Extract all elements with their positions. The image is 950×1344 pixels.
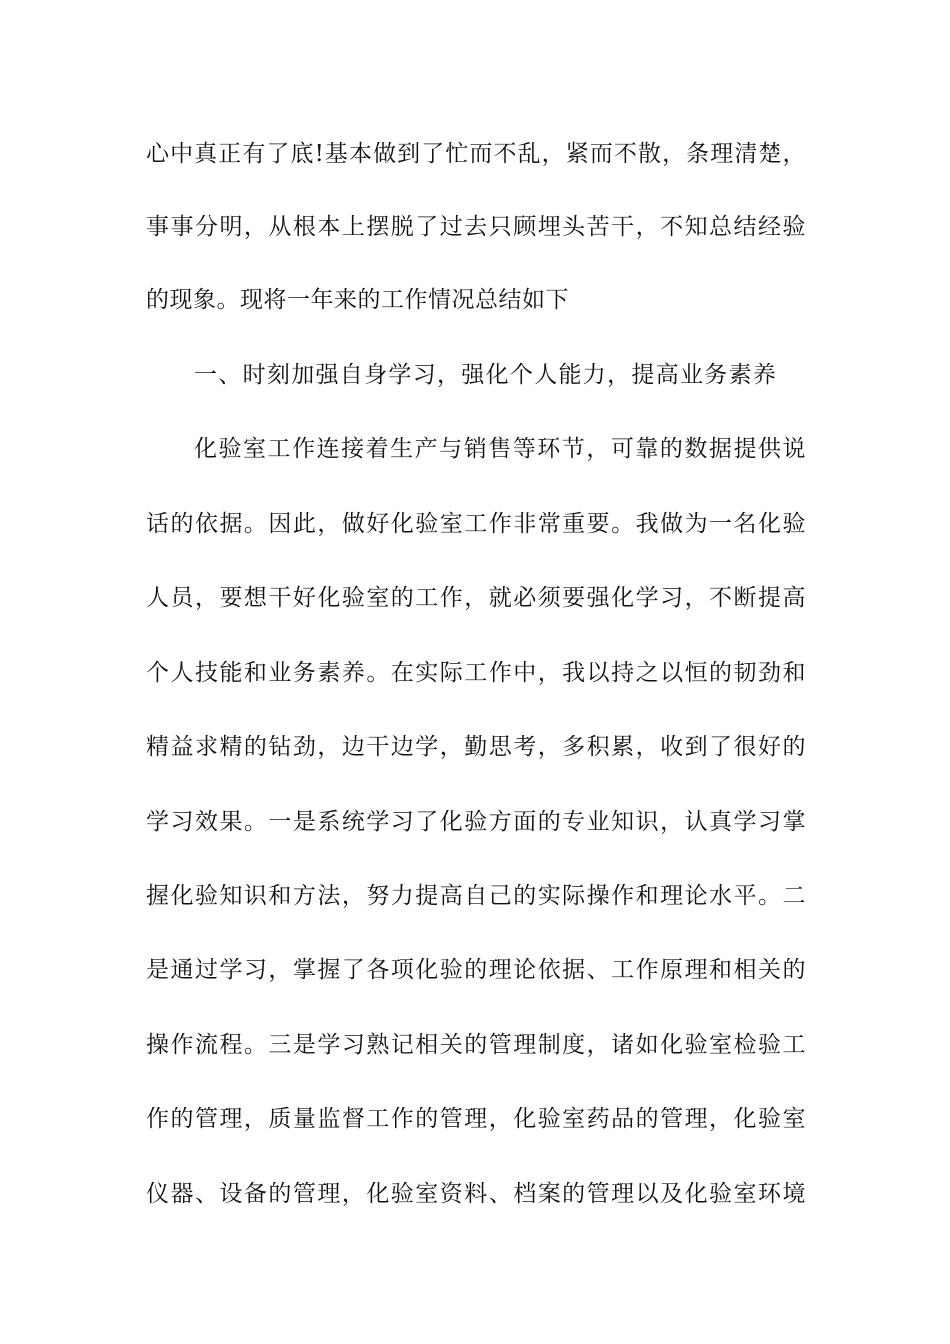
- text-line-9: 精益求精的钻劲，边干边学，勤思考，多积累，收到了很好的: [146, 734, 806, 760]
- text-line-2: 事事分明，从根本上摆脱了过去只顾埋头苦干，不知总结经验: [146, 214, 806, 240]
- text-line-12: 是通过学习，掌握了各项化验的理论依据、工作原理和相关的: [146, 957, 806, 983]
- text-line-15: 仪器、设备的管理，化验室资料、档案的管理以及化验室环境: [146, 1181, 806, 1207]
- text-line-7: 人员，要想干好化验室的工作，就必须要强化学习，不断提高: [146, 585, 806, 611]
- text-line-10: 学习效果。一是系统学习了化验方面的专业知识，认真学习掌: [146, 809, 806, 835]
- paragraph-first-line: 化验室工作连接着生产与销售等环节，可靠的数据提供说: [194, 436, 806, 462]
- text-line-14: 作的管理，质量监督工作的管理，化验室药品的管理，化验室: [146, 1106, 806, 1132]
- text-line-6: 话的依据。因此，做好化验室工作非常重要。我做为一名化验: [146, 511, 806, 537]
- text-line-13: 操作流程。三是学习熟记相关的管理制度，诸如化验室检验工: [146, 1032, 806, 1058]
- text-line-1: 心中真正有了底!基本做到了忙而不乱，紧而不散，条理清楚，: [146, 141, 806, 167]
- text-line-8: 个人技能和业务素养。在实际工作中，我以持之以恒的韧劲和: [146, 660, 806, 686]
- text-line-3: 的现象。现将一年来的工作情况总结如下: [146, 287, 569, 313]
- section-heading-1: 一、时刻加强自身学习，强化个人能力，提高业务素养: [194, 362, 778, 388]
- text-line-11: 握化验知识和方法，努力提高自己的实际操作和理论水平。二: [146, 883, 806, 909]
